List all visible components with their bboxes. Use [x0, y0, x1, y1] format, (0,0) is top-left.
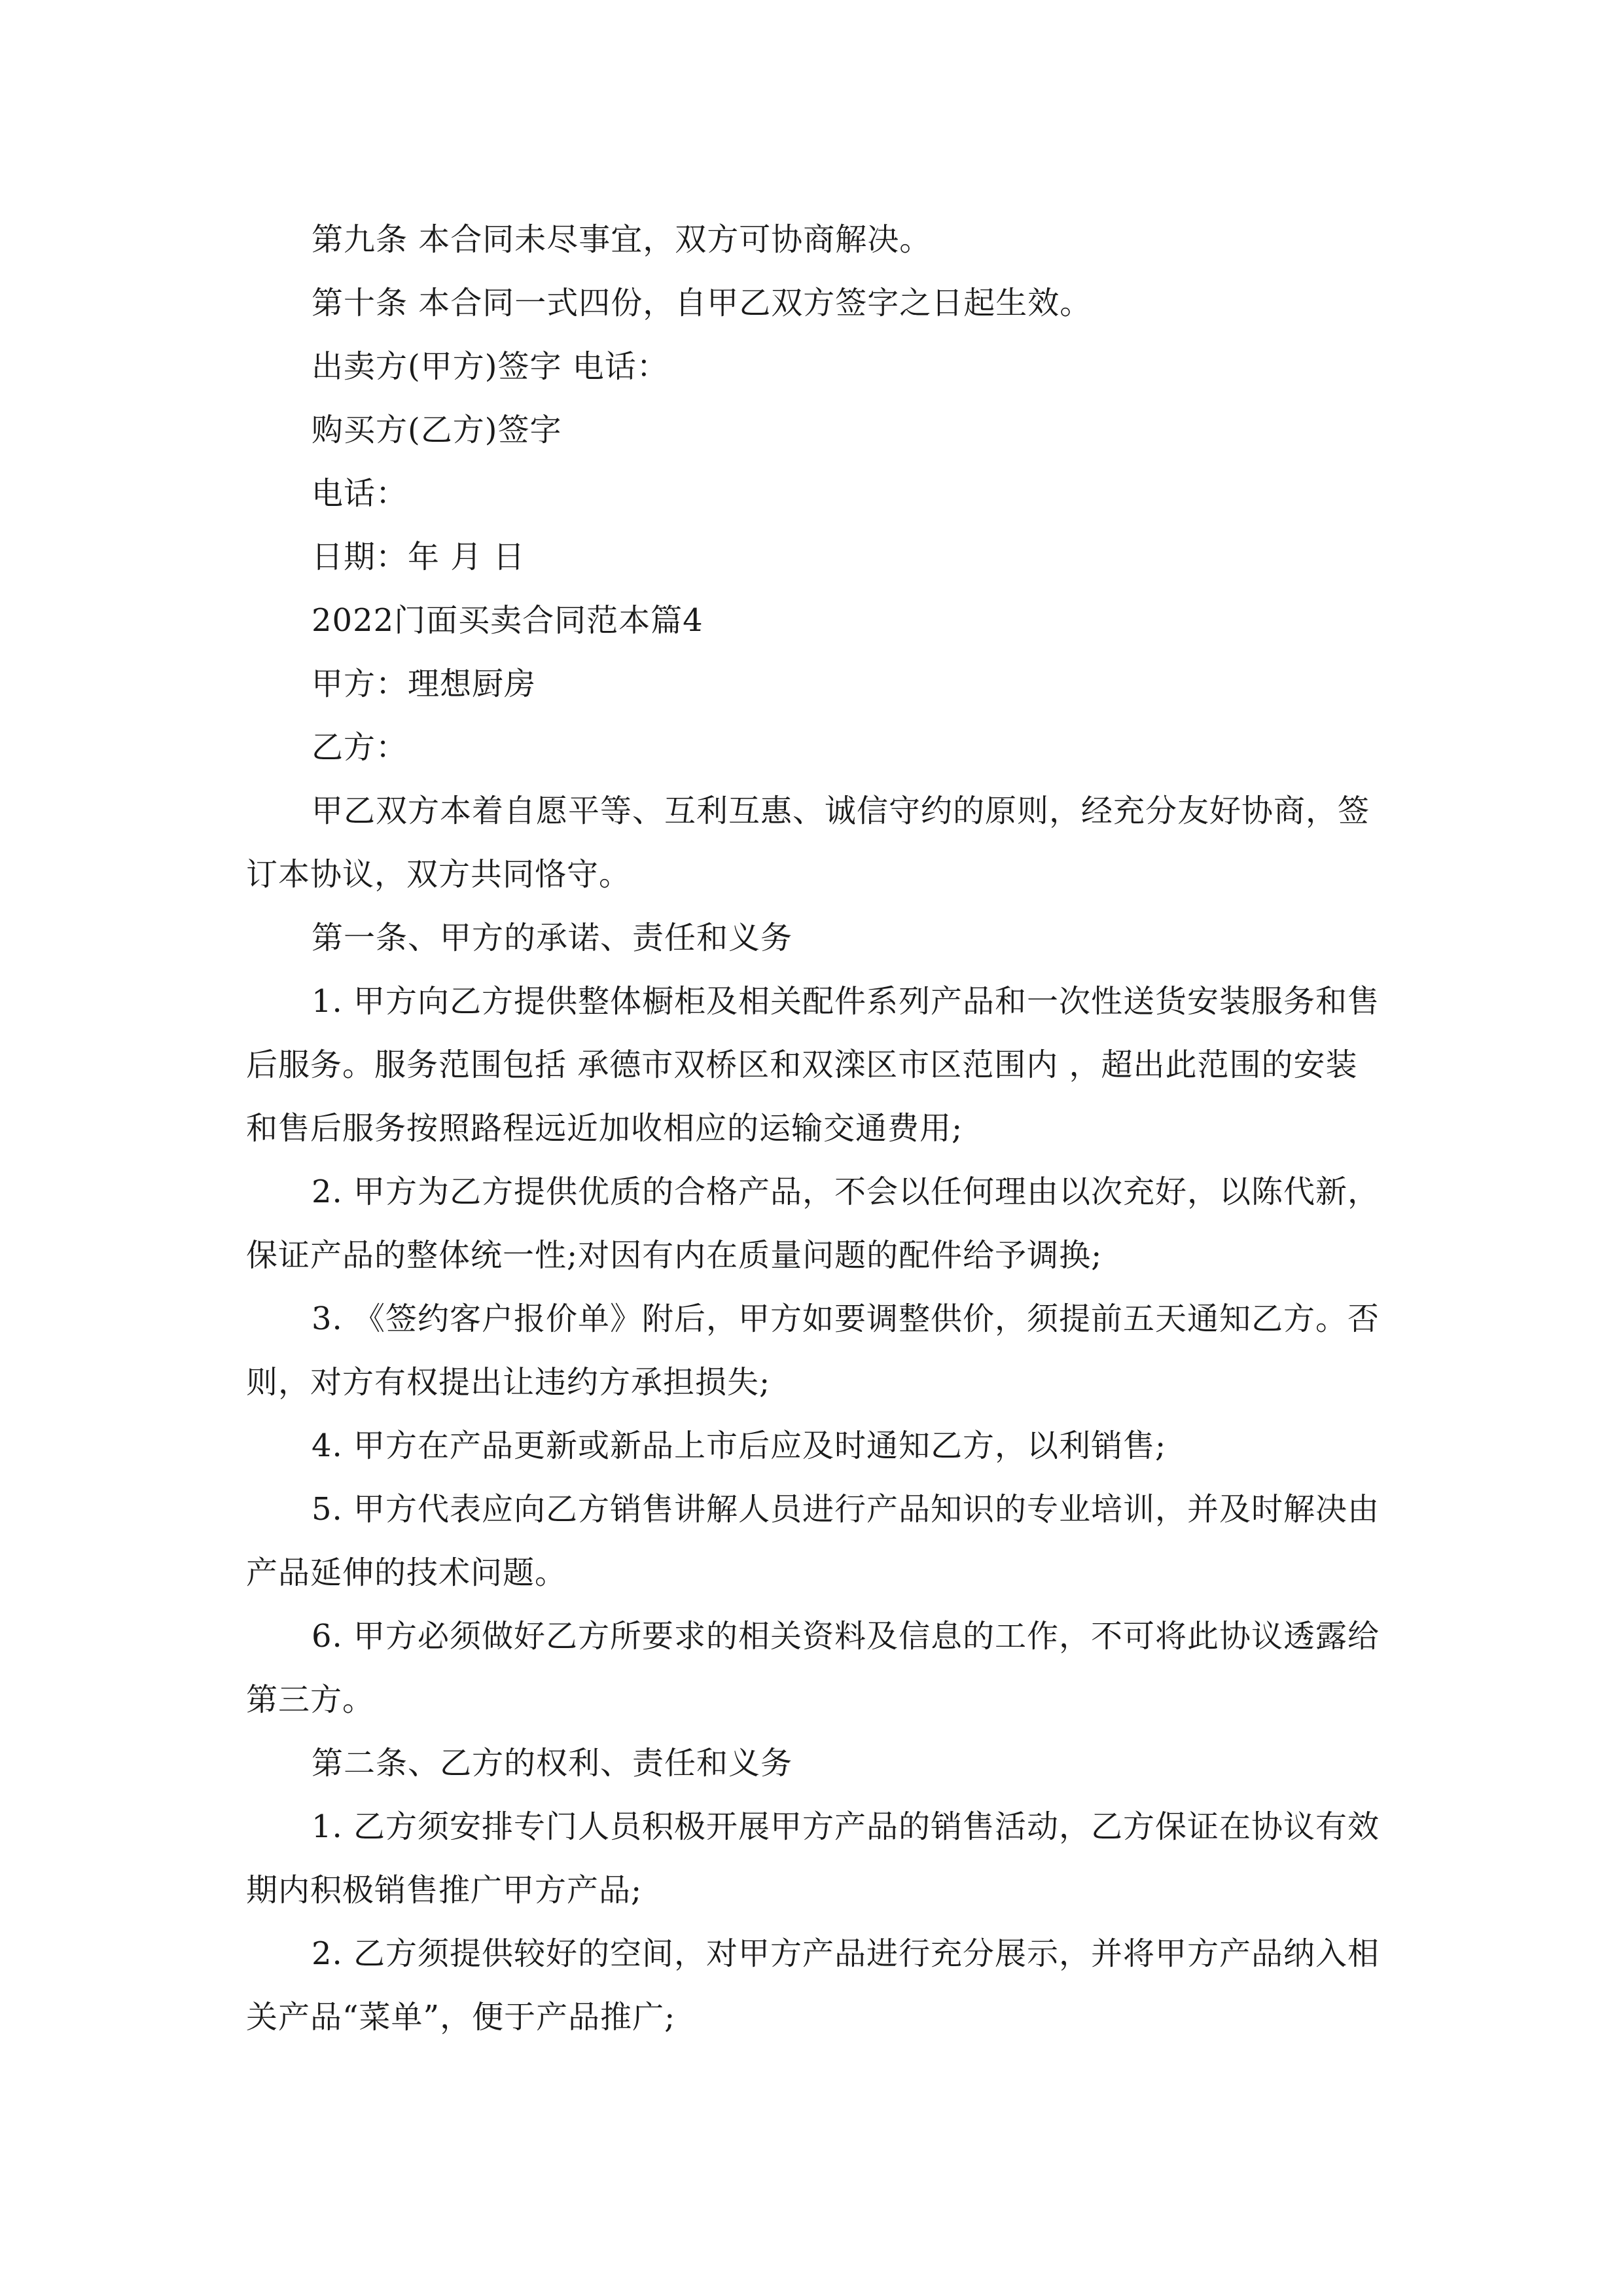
paragraph-seller-signature: 出卖方(甲方)签字 电话： — [312, 348, 669, 385]
heading-article-1: 第一条、甲方的承诺、责任和义务 — [312, 920, 793, 956]
paragraph-article-10: 第十条 本合同一式四份，自甲乙双方签字之日起生效。 — [312, 285, 1092, 321]
paragraph-article-9: 第九条 本合同未尽事宜，双方可协商解决。 — [312, 221, 932, 258]
list-item: 1. 甲方向乙方提供整体橱柜及相关配件系列产品和一次性送货安装服务和售后服务。服务范围包括 承德市双桥区和双滦区市区范围内 ，超出此范围的安装和售后服务按照路程远近加收相应的运输交通费用; — [246, 983, 1380, 1147]
list-item: 3. 《签约客户报价单》附后，甲方如要调整供价，须提前五天通知乙方。否则，对方有权提出让违约方承担损失; — [246, 1300, 1380, 1401]
list-item: 2. 乙方须提供较好的空间，对甲方产品进行充分展示，并将甲方产品纳入相关产品“菜单”，便于产品推广; — [246, 1935, 1380, 2036]
heading-article-2: 第二条、乙方的权利、责任和义务 — [312, 1745, 793, 1782]
section-title: 2022门面买卖合同范本篇4 — [312, 602, 704, 639]
list-item: 2. 甲方为乙方提供优质的合格产品，不会以任何理由以次充好，以陈代新，保证产品的整体统一性;对因有内在质量问题的配件给予调换; — [246, 1174, 1380, 1274]
paragraph-party-b: 乙方： — [312, 729, 408, 766]
document-body — [246, 208, 1385, 2049]
list-item: 1. 乙方须安排专门人员积极开展甲方产品的销售活动，乙方保证在协议有效期内积极销售推广甲方产品; — [246, 1808, 1380, 1909]
paragraph-date: 日期：年 月 日 — [312, 539, 526, 575]
list-item: 6. 甲方必须做好乙方所要求的相关资料及信息的工作，不可将此协议透露给第三方。 — [246, 1618, 1380, 1718]
paragraph-preamble: 甲乙双方本着自愿平等、互利互惠、诚信守约的原则，经充分友好协商，签订本协议，双方共同恪守。 — [246, 793, 1370, 893]
list-item: 5. 甲方代表应向乙方销售讲解人员进行产品知识的专业培训，并及时解决由产品延伸的技术问题。 — [246, 1491, 1380, 1591]
list-item: 4. 甲方在产品更新或新品上市后应及时通知乙方，以利销售; — [312, 1427, 1167, 1464]
paragraph-party-a: 甲方：理想厨房 — [312, 666, 537, 702]
paragraph-phone: 电话： — [312, 475, 408, 512]
paragraph-buyer-signature: 购买方(乙方)签字 — [312, 412, 562, 448]
